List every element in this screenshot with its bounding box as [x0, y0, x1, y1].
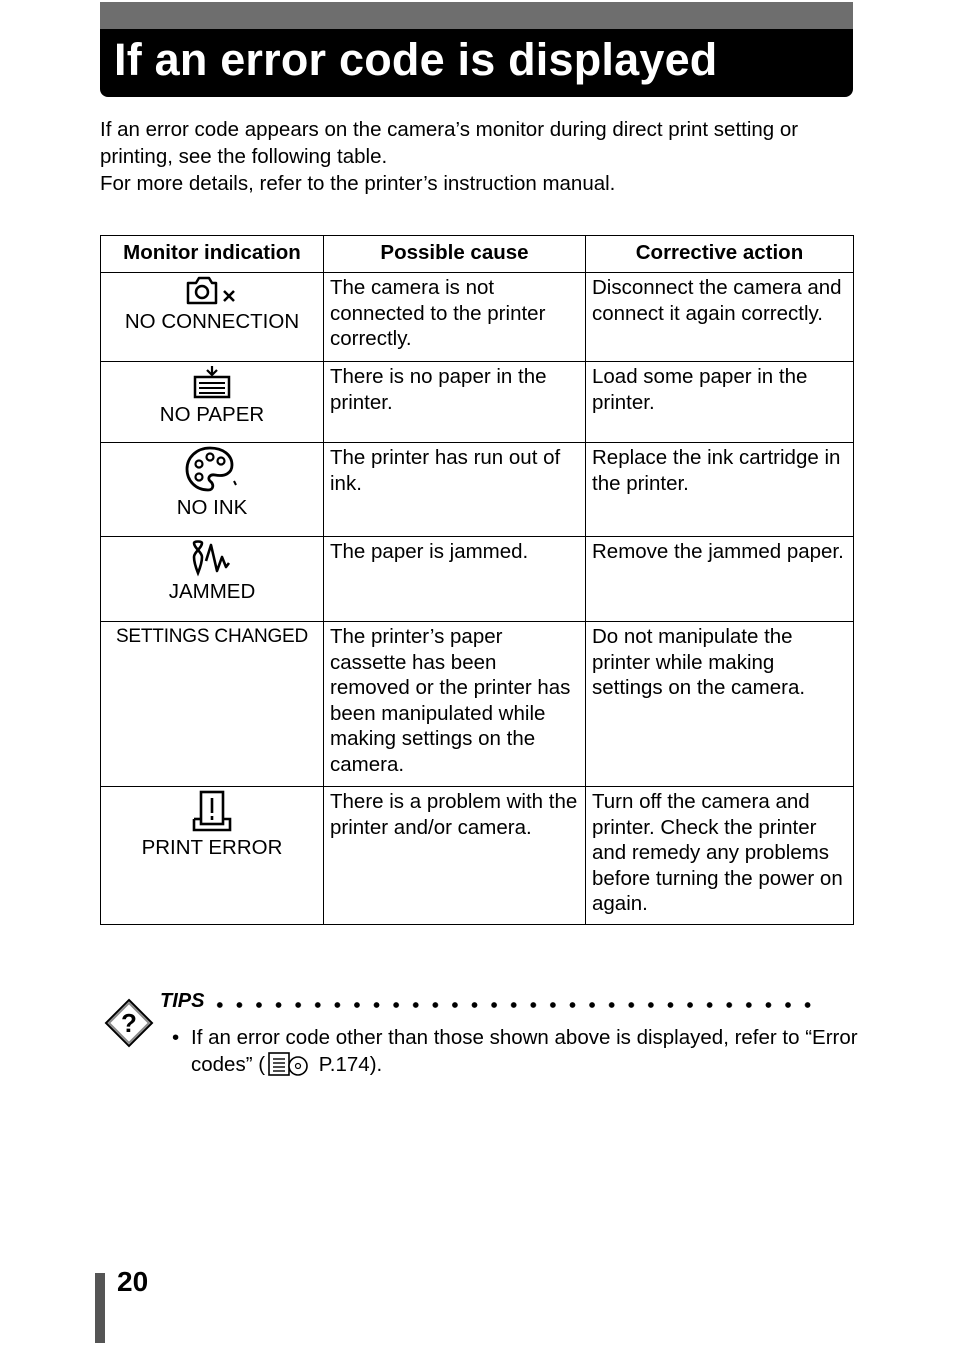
ink-palette-icon	[184, 445, 240, 493]
table-row	[101, 273, 854, 362]
indication-cell	[101, 443, 324, 537]
camera-disconnected-icon	[184, 275, 240, 307]
action-cell: Disconnect the camera and connect it again correctly.	[586, 273, 854, 362]
intro-text	[100, 116, 860, 197]
indication-cell	[101, 537, 324, 622]
action-cell: Remove the jammed paper.	[586, 537, 854, 622]
tip-text-after: P.174).	[313, 1053, 383, 1076]
table-row	[101, 537, 854, 622]
indication-cell	[101, 273, 324, 362]
cause-cell: The printer has run out of ink.	[324, 443, 586, 537]
paper-tray-icon	[190, 364, 234, 400]
tip-bullet: •	[172, 1026, 180, 1049]
indication-cell	[101, 362, 324, 443]
header-monitor-indication: Monitor indication	[101, 236, 324, 273]
indication-cell	[101, 622, 324, 787]
indication-label: NO CONNECTION	[124, 310, 300, 333]
cause-cell: There is no paper in the printer.	[324, 362, 586, 443]
tip-body	[191, 1024, 862, 1078]
table-row	[101, 787, 854, 925]
table-row	[101, 622, 854, 787]
action-cell: Do not manipulate the printer while making settings on the camera.	[586, 622, 854, 787]
page-number: 20	[117, 1266, 149, 1297]
indication-cell	[101, 787, 324, 925]
page-title: If an error code is displayed	[114, 34, 718, 85]
tip-item	[172, 1024, 862, 1078]
printer-error-icon	[190, 789, 234, 833]
table-row	[101, 362, 854, 443]
cause-cell: The printer’s paper cassette has been removed or the printer has been manipulated while making settings on the camera.	[324, 622, 586, 787]
tips-heading: TIPS	[160, 990, 205, 1012]
header-corrective-action: Corrective action	[586, 236, 854, 273]
tips-dotted-rule	[210, 1002, 820, 1008]
header-possible-cause: Possible cause	[324, 236, 586, 273]
indication-label: PRINT ERROR	[141, 836, 283, 859]
cause-cell: There is a problem with the printer and/or camera.	[324, 787, 586, 925]
tip-text-before: If an error code other than those shown above is displayed, refer to “Error codes” (	[191, 1026, 858, 1076]
indication-label: SETTINGS CHANGED	[115, 626, 309, 647]
intro-line-2: For more details, refer to the printer’s instruction manual.	[100, 172, 616, 195]
error-code-table	[100, 235, 854, 925]
action-cell: Turn off the camera and printer. Check the printer and remedy any problems before turning the power on again.	[586, 787, 854, 925]
cause-cell: The camera is not connected to the printer correctly.	[324, 273, 586, 362]
action-cell: Replace the ink cartridge in the printer.	[586, 443, 854, 537]
svg-text:?: ?	[121, 1008, 137, 1038]
manual-reference-icon	[267, 1051, 311, 1077]
indication-label: NO PAPER	[159, 403, 265, 426]
action-cell: Load some paper in the printer.	[586, 362, 854, 443]
indication-label: JAMMED	[168, 580, 256, 603]
table-header-row	[101, 236, 854, 273]
paper-jam-icon	[188, 539, 236, 577]
question-diamond-icon	[102, 996, 156, 1050]
title-top-strip	[100, 2, 853, 29]
title-bar	[100, 2, 853, 97]
page-edge-marker	[95, 1273, 105, 1343]
indication-label: NO INK	[176, 496, 248, 519]
table-row	[101, 443, 854, 537]
intro-line-1: If an error code appears on the camera’s monitor during direct print setting or printing, see the following table.	[100, 118, 799, 168]
cause-cell: The paper is jammed.	[324, 537, 586, 622]
